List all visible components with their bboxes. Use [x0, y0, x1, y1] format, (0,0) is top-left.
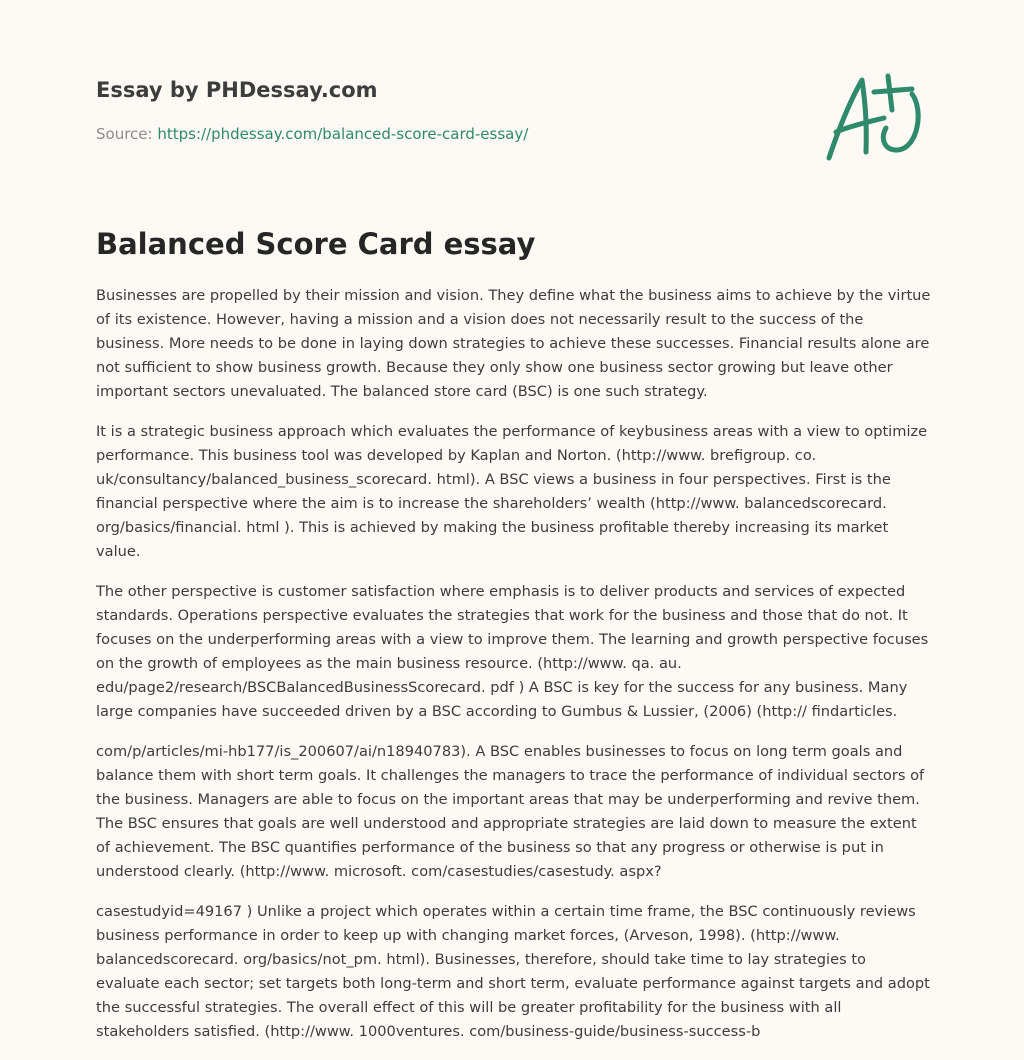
essay-paragraph: It is a strategic business approach which evaluates the performance of keybusiness areas with a view to optimize performance. This business tool was developed by Kaplan and Norton. (http://www. brefigroup. co. uk/consultancy/balanced_business_scorecard. html). A BSC views a business in four perspectives. First is the financial perspective where the aim is to increase the shareholders’ wealth (http://www. balancedscorecard. org/basics/financial. html ). This is achieved by making the business profitable thereby increasing its market value. [96, 423, 928, 560]
site-title: Essay by PHDessay.com [96, 78, 378, 102]
site-header [96, 76, 696, 144]
essay-title: Balanced Score Card essay [96, 227, 536, 261]
essay-body [96, 284, 934, 1060]
source-line [96, 124, 696, 144]
essay-paragraph: com/p/articles/mi-hb177/is_200607/ai/n18940783). A BSC enables businesses to focus on long term goals and balance them with short term goals. It challenges the managers to trace the performance of individual sectors of the business. Managers are able to focus on the important areas that may be underperforming and revive them. The BSC ensures that goals are well understood and appropriate strategies are laid down to measure the extent of achievement. The BSC quantifies performance of the business so that any progress or otherwise is put in understood clearly. (http://www. microsoft. com/casestudies/casestudy. aspx? [96, 743, 925, 880]
essay-paragraph: casestudyid=49167 ) Unlike a project which operates within a certain time frame, the BSC continuously reviews business performance in order to keep up with changing market forces, (Arveson, 1998). (http://www. balancedscorecard. org/basics/not_pm. html). Businesses, therefore, should take time to lay strategies to evaluate each sector; set targets both long-term and short term, evaluate performance against targets and adopt the successful strategies. The overall effect of this will be greater profitability for the business with all stakeholders satisfied. (http://www. 1000ventures. com/business-guide/business-success-b [96, 903, 930, 1040]
source-label: Source: [96, 125, 158, 143]
source-link[interactable]: https://phdessay.com/balanced-score-card-essay/ [157, 125, 529, 143]
essay-paragraph: Businesses are propelled by their mission and vision. They define what the business aims to achieve by the virtue of its existence. However, having a mission and a vision does not necessarily result to the success of the business. More needs to be done in laying down strategies to achieve these successes. Financial results alone are not sufficient to show business growth. Because they only show one business sector growing but leave other important sectors unevaluated. The balanced store card (BSC) is one such strategy. [96, 287, 931, 400]
essay-paragraph: The other perspective is customer satisfaction where emphasis is to deliver products and services of expected standards. Operations perspective evaluates the strategies that work for the business and those that do not. It focuses on the underperforming areas with a view to improve them. The learning and growth perspective focuses on the growth of employees as the main business resource. (http://www. qa. au. edu/page2/research/BSCBalancedBusinessScorecard. pdf ) A BSC is key for the success for any business. Many large companies have succeeded driven by a BSC according to Gumbus & Lussier, (2006) (http:// findarticles. [96, 583, 929, 720]
a-plus-grade-icon [820, 66, 930, 166]
